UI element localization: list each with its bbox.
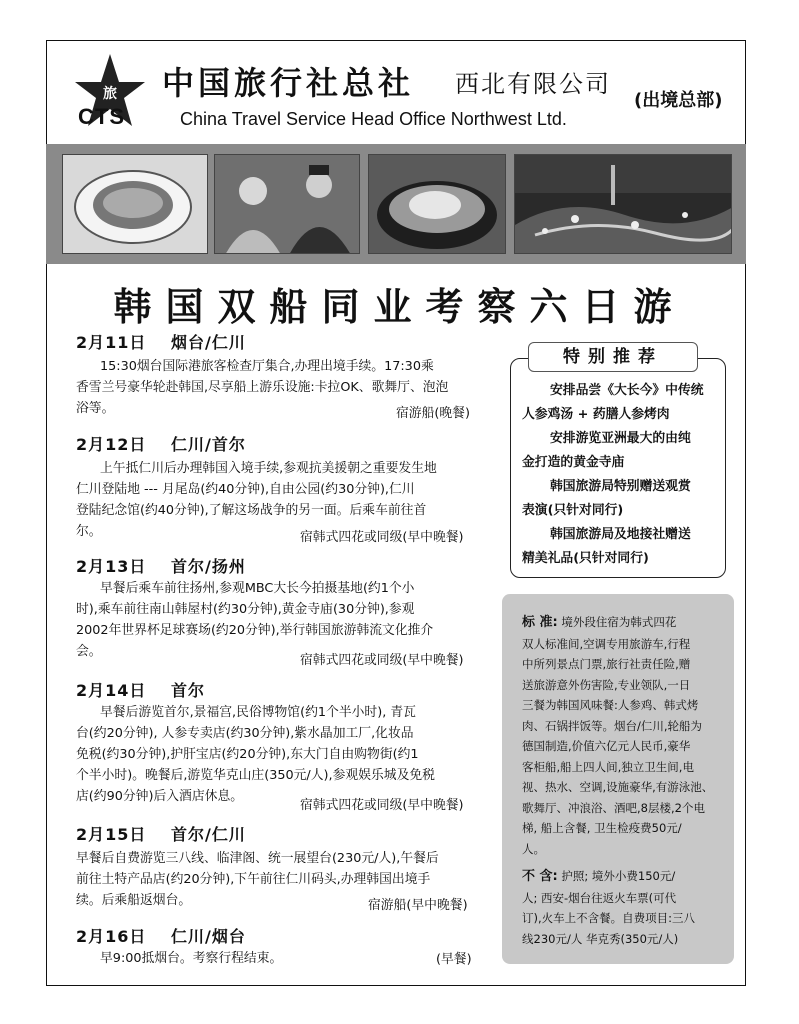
day-heading (76, 678, 205, 701)
text-line: 人。 (522, 841, 545, 856)
day-route: 仁川/烟台 (170, 927, 246, 946)
recommend-line: 精美礼品(只针对同行) (522, 551, 649, 566)
text-line: 尔。 (76, 524, 102, 539)
accommodation-meal: 宿韩式四花或同级(早中晚餐) (300, 653, 464, 668)
text-line: 梯, 船上含餐, 卫生检疫费50元/ (522, 821, 682, 835)
text-line: 早餐后乘车前往扬州,参观MBC大长今拍摄基地(约1个小 (100, 581, 415, 596)
text-line: 线230元/人 华克秀(350元/人) (522, 931, 679, 946)
svg-text:旅: 旅 (103, 86, 117, 102)
photo-banner (46, 144, 746, 264)
standard-section (522, 612, 718, 859)
tour-title: 韩国双船同业考察六日游 (113, 284, 686, 329)
text-line: 德国制造,价值六亿元人民币,豪华 (522, 739, 691, 753)
text-line: 客柜船,船上四人间,独立卫生间,电 (522, 759, 694, 774)
text-line: 个半小时)。晚餐后,游览华克山庄(350元/人),参观娱乐城及免税 (76, 768, 435, 783)
day-heading (76, 822, 246, 845)
ginseng-chicken-photo (368, 154, 506, 254)
day-route: 仁川/首尔 (170, 435, 246, 454)
text-line: 境外段住宿为韩式四花 (561, 615, 677, 629)
text-line: 三餐为韩国风味餐:人参鸡、韩式烤 (522, 698, 699, 712)
accommodation-meal: 宿韩式四花或同级(早中晚餐) (300, 530, 464, 545)
exclude-section (522, 866, 718, 949)
exclude-label: 不 含: (522, 869, 558, 884)
day-date: 2月14日 (76, 681, 147, 700)
text-line: 2002年世界杯足球赛场(约20分钟),举行韩国旅游韩流文化推介 (76, 623, 434, 638)
text-line: 时),乘车前往南山韩屋村(约30分钟),黄金寺庙(30分钟),参观 (76, 602, 415, 617)
recommend-line: 韩国旅游局特别赠送观赏 (550, 479, 691, 494)
day-heading (76, 330, 246, 353)
text-line: 肉、石锅拌饭等。烟台/仁川,轮船为 (522, 718, 703, 733)
text-line: 登陆纪念馆(约40分钟),了解这场战争的另一面。后乘车前往首 (76, 503, 427, 518)
text-line: 店(约90分钟)后入酒店休息。 (76, 789, 244, 804)
day-date: 2月16日 (76, 927, 147, 946)
day-route: 首尔/仁川 (170, 825, 246, 844)
recommend-line: 安排品尝《大长今》中传统 (550, 383, 704, 398)
day-date: 2月13日 (76, 557, 147, 576)
day-date: 2月15日 (76, 825, 147, 844)
text-line: 浴等。 (76, 401, 115, 416)
day-route: 首尔/扬州 (170, 557, 246, 576)
text-line: 人; 西安-烟台往返火车票(可代 (522, 890, 677, 905)
night-park-photo (514, 154, 732, 254)
text-line: 早餐后自费游览三八线、临津阁、统一展望台(230元/人),午餐后 (76, 851, 439, 866)
day-route: 烟台/仁川 (170, 333, 246, 352)
company-name-cn: 中国旅行社总社 (162, 64, 415, 102)
recommend-line: 韩国旅游局及地接社赠送 (550, 527, 691, 542)
recommend-line: 表演(只针对同行) (522, 503, 624, 518)
text-line: 送旅游意外伤害险,专业领队,一日 (522, 677, 691, 692)
recommend-line: 金打造的黄金寺庙 (522, 455, 625, 470)
text-line: 续。后乘船返烟台。 (76, 893, 192, 908)
text-line: 中所列景点门票,旅行社责任险,赠 (522, 657, 691, 671)
food-dish-photo (62, 154, 208, 254)
text-line: 歌舞厅、冲浪浴、酒吧,8层楼,2个电 (522, 800, 705, 815)
text-line: 双人标准间,空调专用旅游车,行程 (522, 636, 691, 651)
company-name-en: China Travel Service Head Office Northwest Ltd. (180, 109, 567, 129)
day-heading (76, 924, 246, 947)
text-line: 香雪兰号豪华轮赴韩国,尽享船上游乐设施:卡拉OK、歌舞厅、泡泡 (76, 380, 449, 395)
royal-costume-photo (214, 154, 360, 254)
text-line: 台(约20分钟), 人参专卖店(约30分钟),紫水晶加工厂,化妆品 (76, 726, 414, 741)
text-line: 会。 (76, 644, 102, 659)
text-line: 早餐后游览首尔,景福宫,民俗博物馆(约1个半小时), 青瓦 (100, 705, 416, 720)
department-label: (出境总部) (634, 90, 723, 111)
recommend-line: 人参鸡汤 + 药膳人参烤肉 (522, 407, 670, 422)
recommend-title: 特别推荐 (528, 342, 698, 372)
text-line: 免税(约30分钟),护肝宝店(约20分钟),东大门自由购物街(约1 (76, 747, 419, 762)
text-line: 仁川登陆地 --- 月尾岛(约40分钟),自由公园(约30分钟),仁川 (76, 482, 415, 497)
day-heading (76, 554, 246, 577)
day-description (76, 702, 480, 807)
text-line: 护照; 境外小费150元/ (561, 869, 676, 883)
text-line: 早9:00抵烟台。考察行程结束。 (100, 951, 283, 966)
day-heading (76, 432, 246, 455)
day-date: 2月12日 (76, 435, 147, 454)
accommodation-meal: 宿游船(晚餐) (396, 406, 470, 421)
company-branch-cn: 西北有限公司 (455, 70, 611, 98)
day-description (76, 948, 480, 969)
text-line: 前往土特产品店(约20分钟),下午前往仁川码头,办理韩国出境手 (76, 872, 431, 887)
text-line: 上午抵仁川后办理韩国入境手续,参观抗美援朝之重要发生地 (100, 461, 437, 476)
accommodation-meal: 宿韩式四花或同级(早中晚餐) (300, 798, 464, 813)
standard-label: 标 准: (522, 615, 558, 630)
day-date: 2月11日 (76, 333, 147, 352)
accommodation-meal: (早餐) (436, 952, 472, 967)
text-line: 15:30烟台国际港旅客检查厅集合,办理出境手续。17:30乘 (100, 359, 434, 374)
day-route: 首尔 (170, 681, 205, 700)
text-line: 视、热水、空调,设施豪华,有游泳池、 (522, 780, 714, 794)
text-line: 订),火车上不含餐。自费项目:三八 (522, 911, 696, 925)
recommend-line: 安排游览亚洲最大的由纯 (550, 431, 691, 446)
logo-text: CTS (78, 104, 125, 129)
accommodation-meal: 宿游船(早中晚餐) (368, 898, 468, 913)
